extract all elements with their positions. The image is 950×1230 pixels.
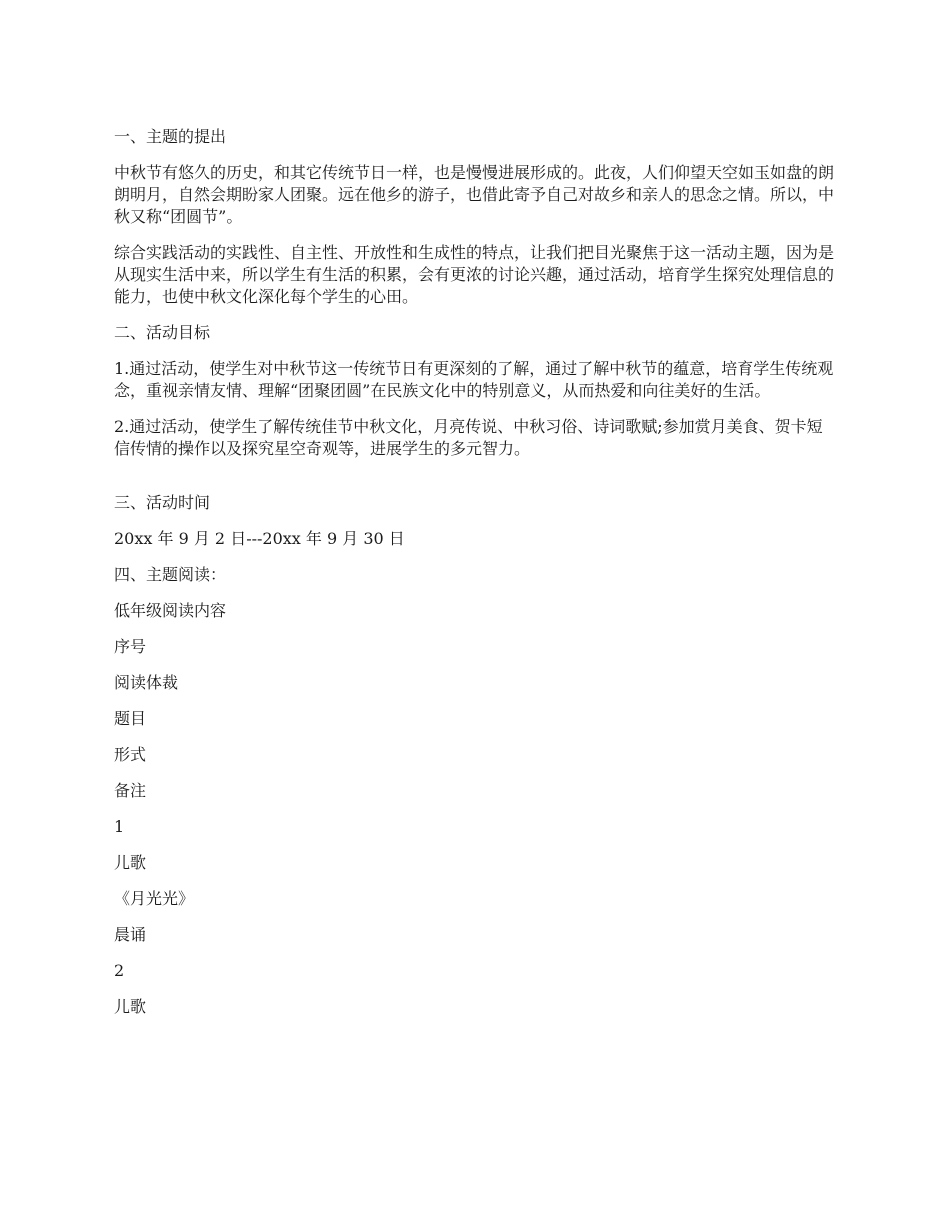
section1-paragraph-2: 综合实践活动的实践性、自主性、开放性和生成性的特点，让我们把目光聚焦于这一活动主题，因为是从现实生活中来，所以学生有生活的积累，会有更浓的讨论兴趣，通过活动，培育学生探究处理信息的能力，也使中秋文化深化每个学生的心田。 — [114, 243, 835, 306]
goal-1: 1.通过活动，使学生对中秋节这一传统节日有更深刻的了解，通过了解中秋节的蕴意，培育学生传统观念，重视亲情友情、理解“团聚团圆”在民族文化中的特别意义，从而热爱和向往美好的生活。 — [114, 359, 834, 400]
table-header-format: 形式 — [114, 745, 147, 764]
section1-title: 一、主题的提出 — [114, 127, 227, 146]
table-row-2-number: 2 — [114, 961, 125, 980]
section3-title: 三、活动时间 — [114, 493, 211, 512]
table-row-2-genre: 儿歌 — [114, 997, 147, 1016]
table-row-1-format: 晨诵 — [114, 925, 147, 944]
table-header-genre: 阅读体裁 — [114, 673, 179, 692]
document-content — [114, 126, 838, 1032]
table-header-title: 题目 — [114, 709, 147, 728]
section4-title: 四、主题阅读： — [114, 565, 227, 584]
table-header-number: 序号 — [114, 637, 147, 656]
activity-time: 20xx 年 9 月 2 日---20xx 年 9 月 30 日 — [114, 529, 405, 548]
section1-paragraph-1: 中秋节有悠久的历史，和其它传统节日一样，也是慢慢进展形成的。此夜，人们仰望天空如玉如盘的朗朗明月，自然会期盼家人团聚。远在他乡的游子，也借此寄予自己对故乡和亲人的思念之情。所以，中秋又称“团圆节”。 — [114, 163, 835, 226]
table-caption: 低年级阅读内容 — [114, 601, 227, 620]
table-row-1-title: 《月光光》 — [114, 889, 195, 908]
table-row-1-number: 1 — [114, 817, 125, 836]
table-row-1-genre: 儿歌 — [114, 853, 147, 872]
section2-title: 二、活动目标 — [114, 323, 211, 342]
goal-2: 2.通过活动，使学生了解传统佳节中秋文化，月亮传说、中秋习俗、诗词歌赋;参加赏月美食、贺卡短信传情的操作以及探究星空奇观等，进展学生的多元智力。 — [114, 417, 823, 458]
table-header-notes: 备注 — [114, 781, 147, 800]
